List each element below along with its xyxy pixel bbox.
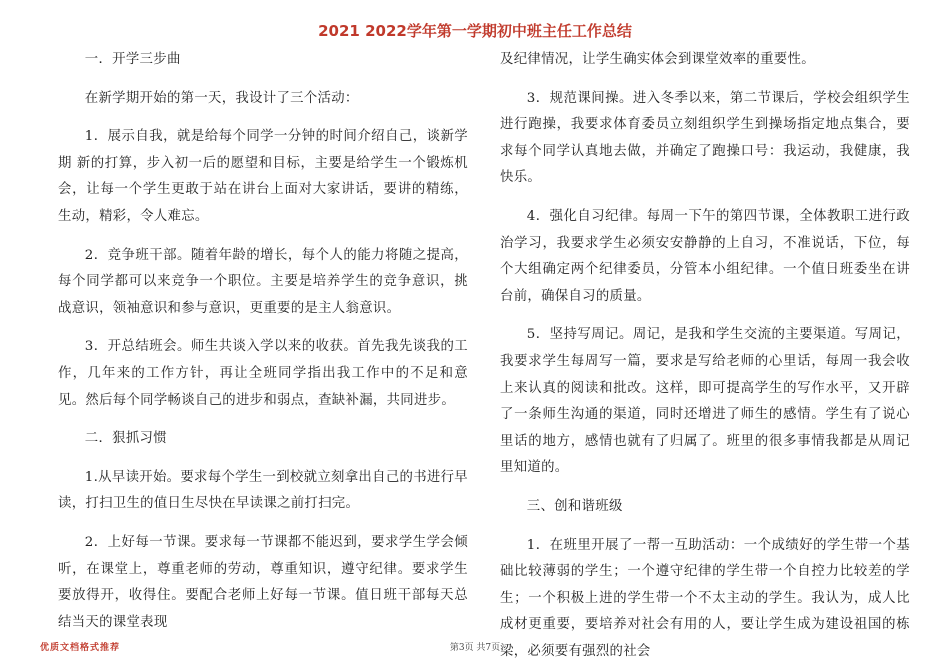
paragraph: 4．强化自习纪律。每周一下午的第四节课，全体教职工进行政治学习，我要求学生必须安安静静的上自习，不准说话，下位，每个大组确定两个纪律委员，分管本小组纪律。一个值日班委坐在讲台前，确保自习的质量。 [500, 208, 910, 304]
left-column [58, 47, 468, 636]
page-number: 第3页 共7页 [449, 643, 501, 653]
paragraph: 三、创和谐班级 [526, 498, 623, 514]
paragraph: 2．上好每一节课。要求每一节课都不能迟到，要求学生学会倾听，在课堂上，尊重老师的劳动，尊重知识，遵守纪律。要求学生要放得开，收得住。要配合老师上好每一节课。值日班干部每天总结当天的课堂表现 [58, 534, 468, 630]
paragraph: 3．开总结班会。师生共谈入学以来的收获。首先我先谈我的工作，几年来的工作方针，再让全班同学指出我工作中的不足和意见。然后每个同学畅谈自己的进步和弱点，查缺补漏，共同进步。 [58, 339, 468, 408]
right-column [500, 47, 910, 665]
paragraph: 2．竞争班干部。随着年龄的增长，每个人的能力将随之提高，每个同学都可以来竞争一个职位。主要是培养学生的竞争意识，挑战意识，领袖意识和参与意识，更重要的是主人翁意识。 [58, 247, 468, 316]
paragraph: 5．坚持写周记。周记，是我和学生交流的主要渠道。写周记，我要求学生每周写一篇，要求是写给老师的心里话，每周一我会收上来认真的阅读和批改。这样，即可提高学生的写作水平，又开辟了一条师生沟通的渠道，同时还增进了师生的感情。学生有了说心里话的地方，感情也就有了归属了。班里的很多事情我都是从周记里知道的。 [500, 327, 910, 476]
footer-watermark-text: 优质文档格式推荐 [40, 643, 121, 653]
document-title: 2021 2022学年第一学期初中班主任工作总结 [318, 22, 632, 40]
paragraph: 1．在班里开展了一帮一互助活动：一个成绩好的学生带一个基础比较薄弱的学生；一个遵守纪律的学生带一个自控力比较差的学生；一个积极上进的学生带一个不太主动的学生。我认为，成人比成材更重要，要培养对社会有用的人，要让学生成为建设祖国的栋梁，必须要有强烈的社会 [500, 537, 910, 659]
paragraph: 1.从早读开始。要求每个学生一到校就立刻拿出自己的书进行早读，打扫卫生的值日生尽快在早读课之前打扫完。 [58, 469, 468, 512]
paragraph: 二．狠抓习惯 [84, 431, 167, 447]
paragraph: 及纪律情况，让学生确实体会到课堂效率的重要性。 [500, 52, 815, 67]
paragraph: 1．展示自我，就是给每个同学一分钟的时间介绍自己，谈新学期 新的打算，步入初一后的愿望和目标，主要是给学生一个锻炼机会，让每一个学生更敢于站在讲台上面对大家讲话，要讲的精练，生动，精彩，令人难忘。 [58, 129, 468, 224]
paragraph: 一．开学三步曲 [84, 52, 181, 67]
paragraph: 在新学期开始的第一天，我设计了三个活动： [84, 90, 359, 106]
paragraph: 3．规范课间操。进入冬季以来，第二节课后，学校会组织学生进行跑操，我要求体育委员立刻组织学生到操场指定地点集合，要求每个同学认真地去做，并确定了跑操口号：我运动，我健康，我快乐。 [500, 90, 910, 186]
